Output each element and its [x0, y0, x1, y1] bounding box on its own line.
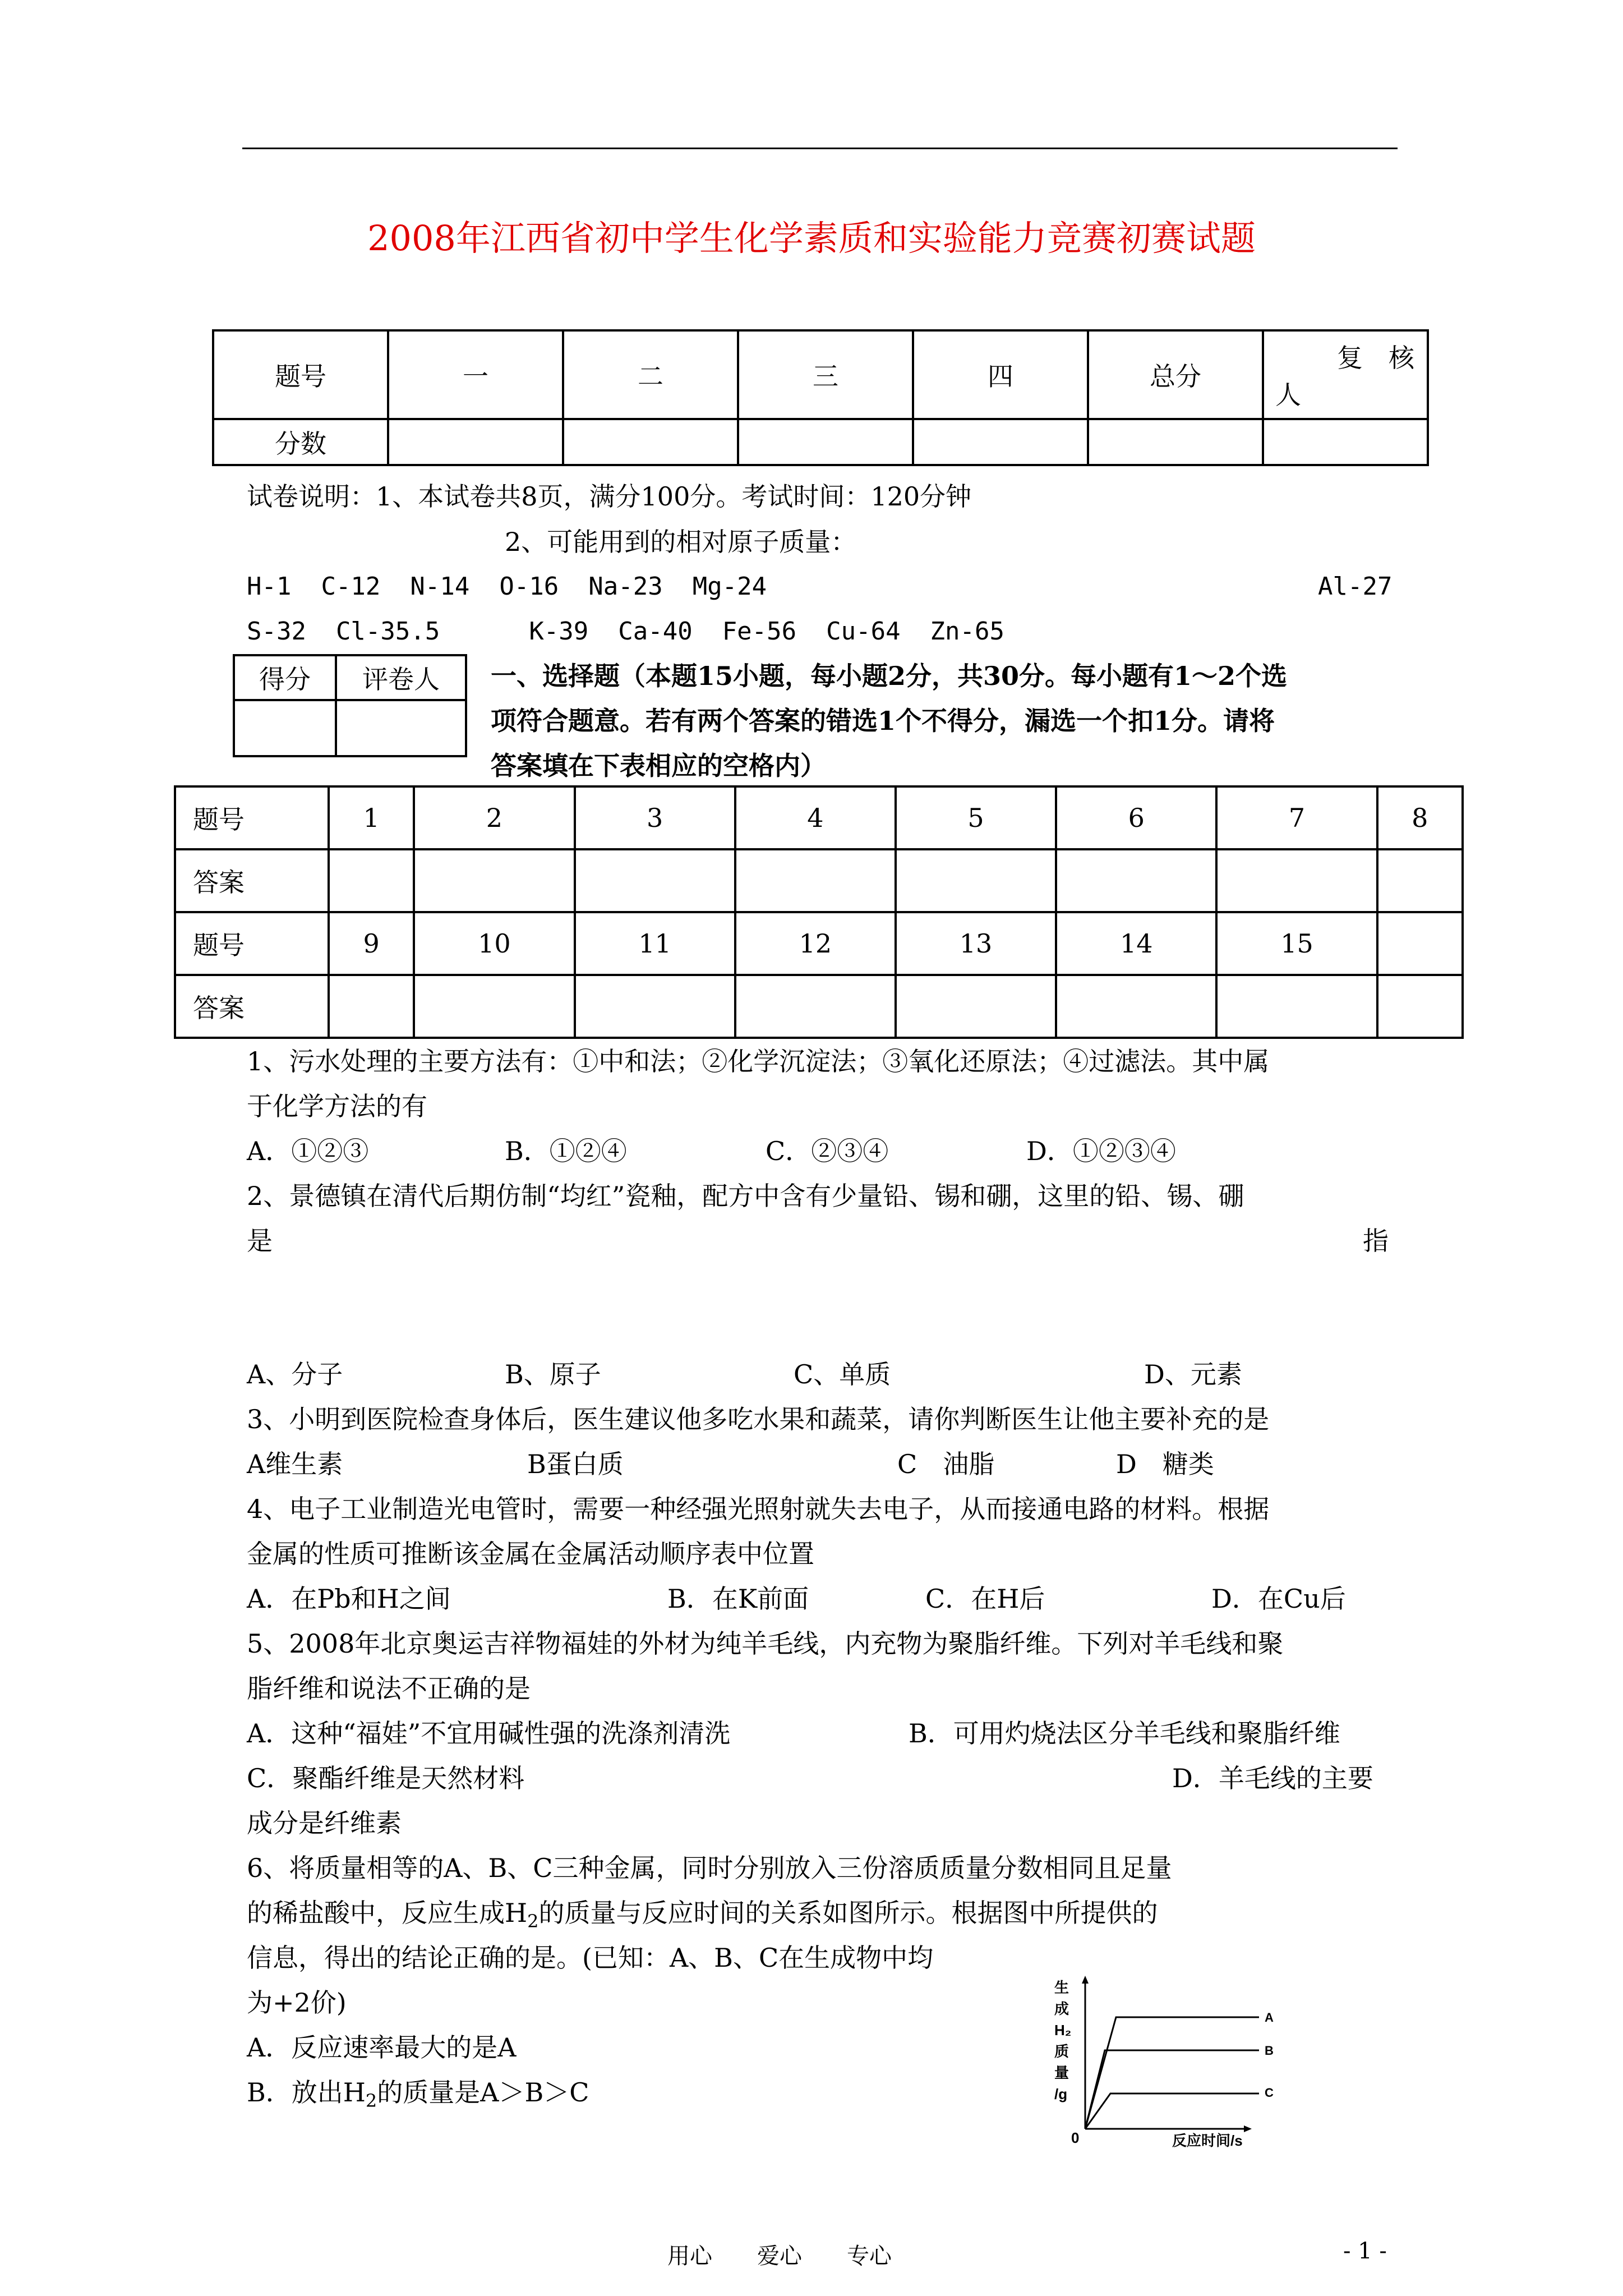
instructions-line2: 2、可能用到的相对原子质量： [505, 527, 857, 557]
q3-option-b: B蛋白质 [527, 1449, 624, 1479]
score-cell [913, 419, 1088, 465]
grader-name-label: 评卷人 [336, 655, 466, 700]
answer-cell [1377, 975, 1463, 1038]
answer-cell [414, 975, 574, 1038]
score-cell [388, 419, 563, 465]
answer-qnum [1377, 912, 1463, 975]
score-cell [563, 419, 738, 465]
answer-label: 答案 [175, 849, 329, 912]
answer-cell [575, 975, 735, 1038]
q2-option-a: A、分子 [247, 1359, 343, 1389]
q4-line2: 金属的性质可推断该金属在金属活动顺序表中位置 [247, 1539, 814, 1569]
answer-label: 答案 [175, 975, 329, 1038]
grader-score-cell [234, 700, 336, 756]
score-header-1: 一 [388, 330, 563, 419]
q6-option-b [247, 2076, 589, 2109]
graph-ylabel-1: 生 [1054, 1979, 1069, 1996]
answer-qnum: 10 [414, 912, 574, 975]
graph-x-arrow [1244, 2125, 1252, 2132]
q3-option-a: A维生素 [247, 1449, 343, 1479]
q1-option-c: C．②③④ [766, 1136, 889, 1166]
q6-option-b-post: 的质量是A＞B＞C [377, 2077, 589, 2108]
q1-line2: 于化学方法的有 [247, 1091, 427, 1121]
answer-cell [575, 849, 735, 912]
graph-label-a: A [1265, 2010, 1274, 2024]
q5-option-d: D．羊毛线的主要 [1172, 1763, 1373, 1793]
score-header-reviewer [1263, 330, 1428, 419]
header-rule [242, 148, 1398, 149]
q1-line1: 1、污水处理的主要方法有：①中和法；②化学沉淀法；③氧化还原法；④过滤法。其中属 [247, 1046, 1270, 1076]
score-header-4: 四 [913, 330, 1088, 419]
page-number: - 1 - [1343, 2238, 1387, 2264]
answer-qnum-label: 题号 [175, 786, 329, 849]
answer-qnum: 5 [896, 786, 1056, 849]
q4-option-c: C．在H后 [925, 1584, 1045, 1614]
answer-qnum: 3 [575, 786, 735, 849]
graph-ylabel-4: 质 [1054, 2043, 1069, 2060]
answer-qnum: 4 [735, 786, 896, 849]
page-title: 2008年江西省初中学生化学素质和实验能力竞赛初赛试题 [367, 218, 1256, 259]
q1-option-d: D．①②③④ [1026, 1136, 1176, 1166]
q6-line2-a: 的稀盐酸中，反应生成H [247, 1898, 528, 1928]
answer-qnum: 2 [414, 786, 574, 849]
grader-name-cell [336, 700, 466, 756]
graph-ylabel-3: H₂ [1054, 2022, 1072, 2039]
reviewer-label-tail: 人 [1275, 380, 1301, 410]
q4-option-d: D．在Cu后 [1211, 1584, 1346, 1614]
q2-option-b: B、原子 [505, 1359, 601, 1389]
q2-line2-right: 指 [1363, 1226, 1389, 1256]
q1-option-b: B．①②④ [505, 1136, 627, 1166]
graph-ylabel-5: 量 [1054, 2064, 1069, 2081]
answer-qnum: 14 [1056, 912, 1216, 975]
q3-option-d: D 糖类 [1116, 1449, 1214, 1479]
q6-line3: 信息，得出的结论正确的是。(已知：A、B、C在生成物中均 [247, 1943, 934, 1973]
graph-xlabel: 反应时间/s [1172, 2132, 1243, 2149]
atomic-masses-1: H-1 C-12 N-14 O-16 Na-23 Mg-24 [247, 572, 767, 601]
q1-option-a: A．①②③ [247, 1136, 369, 1166]
reviewer-label-top: 复 核 [1337, 343, 1414, 373]
q6-option-a: A．反应速率最大的是A [247, 2032, 517, 2063]
answer-qnum: 9 [329, 912, 414, 975]
score-row-label: 分数 [213, 419, 388, 465]
graph-line-b [1085, 2050, 1259, 2129]
q5-option-c: C．聚酯纤维是天然材料 [247, 1763, 525, 1793]
score-header-3: 三 [738, 330, 913, 419]
section1-line3: 答案填在下表相应的空格内） [491, 751, 826, 781]
answer-qnum: 8 [1377, 786, 1463, 849]
q2-line2: 是 [247, 1226, 273, 1256]
graph-y-arrow [1082, 1976, 1089, 1984]
answer-cell [414, 849, 574, 912]
q2-option-d: D、元素 [1144, 1359, 1242, 1389]
graph-line-c [1085, 2093, 1259, 2129]
graph-label-b: B [1265, 2044, 1274, 2058]
q4-option-a: A．在Pb和H之间 [247, 1584, 451, 1614]
answer-cell [329, 975, 414, 1038]
score-header-2: 二 [563, 330, 738, 419]
answer-cell [1377, 849, 1463, 912]
q6-line2-sub: 2 [527, 1911, 539, 1932]
q3-option-c: C 油脂 [897, 1449, 995, 1479]
q4-line1: 4、电子工业制造光电管时，需要一种经强光照射就失去电子，从而接通电路的材料。根据 [247, 1494, 1270, 1524]
graph-line-a [1085, 2017, 1259, 2129]
q5-option-b: B．可用灼烧法区分羊毛线和聚脂纤维 [909, 1718, 1340, 1749]
graph-label-c: C [1265, 2086, 1274, 2100]
section1-line2: 项符合题意。若有两个答案的错选1个不得分，漏选一个扣1分。请将 [491, 706, 1275, 736]
answer-qnum: 11 [575, 912, 735, 975]
section1-line1: 一、选择题（本题15小题，每小题2分，共30分。每小题有1～2个选 [491, 661, 1288, 691]
atomic-masses-2: S-32 Cl-35.5 K-39 Ca-40 Fe-56 Cu-64 Zn-65 [247, 617, 1005, 646]
q3-line1: 3、小明到医院检查身体后，医生建议他多吃水果和蔬菜，请你判断医生让他主要补充的是 [247, 1404, 1270, 1434]
score-cell [1263, 419, 1428, 465]
h2-mass-time-graph [1054, 1975, 1318, 2165]
score-header-qnum: 题号 [213, 330, 388, 419]
q5-option-d-cont: 成分是纤维素 [247, 1808, 402, 1838]
answer-cell [735, 849, 896, 912]
instructions-line1: 试卷说明：1、本试卷共8页，满分100分。考试时间：120分钟 [247, 481, 972, 512]
atomic-masses-1-right: Al-27 [1318, 572, 1393, 601]
graph-ylabel-2: 成 [1054, 2000, 1069, 2017]
answer-cell [1056, 849, 1216, 912]
answer-qnum: 6 [1056, 786, 1216, 849]
answer-qnum: 13 [896, 912, 1056, 975]
answer-qnum: 12 [735, 912, 896, 975]
answer-qnum-label: 题号 [175, 912, 329, 975]
q6-line4: 为+2价) [247, 1987, 347, 2018]
answer-qnum: 7 [1216, 786, 1377, 849]
graph-ylabel-6: /g [1054, 2086, 1068, 2102]
answer-cell [329, 849, 414, 912]
q6-line1: 6、将质量相等的A、B、C三种金属，同时分别放入三份溶质质量分数相同且足量 [247, 1853, 1172, 1883]
q6-line2-b: 的质量与反应时间的关系如图所示。根据图中所提供的 [538, 1898, 1158, 1928]
q6-option-b-sub: 2 [365, 2090, 377, 2111]
q2-option-c: C、单质 [794, 1359, 891, 1389]
score-table [212, 329, 1429, 466]
q5-line1: 5、2008年北京奥运吉祥物福娃的外材为纯羊毛线，内充物为聚脂纤维。下列对羊毛线和聚 [247, 1628, 1284, 1659]
q6-line2 [247, 1896, 1158, 1930]
answer-table [174, 785, 1464, 1039]
answer-cell [896, 975, 1056, 1038]
answer-cell [1216, 849, 1377, 912]
q5-option-a: A．这种“福娃”不宜用碱性强的洗涤剂清洗 [247, 1718, 731, 1749]
answer-cell [1216, 975, 1377, 1038]
q4-option-b: B．在K前面 [667, 1584, 809, 1614]
q6-option-b-pre: B．放出H [247, 2077, 366, 2108]
grader-box [233, 654, 467, 757]
score-cell [738, 419, 913, 465]
q2-line1: 2、景德镇在清代后期仿制“均红”瓷釉，配方中含有少量铅、锡和硼，这里的铅、锡、硼 [247, 1181, 1244, 1211]
answer-cell [735, 975, 896, 1038]
answer-qnum: 1 [329, 786, 414, 849]
answer-qnum: 15 [1216, 912, 1377, 975]
graph-origin: 0 [1071, 2129, 1080, 2146]
footer-motto: 用心 爱心 专心 [667, 2243, 892, 2269]
grader-score-label: 得分 [234, 655, 336, 700]
q5-line2: 脂纤维和说法不正确的是 [247, 1673, 531, 1704]
score-cell [1088, 419, 1263, 465]
answer-cell [896, 849, 1056, 912]
score-header-total: 总分 [1088, 330, 1263, 419]
answer-cell [1056, 975, 1216, 1038]
